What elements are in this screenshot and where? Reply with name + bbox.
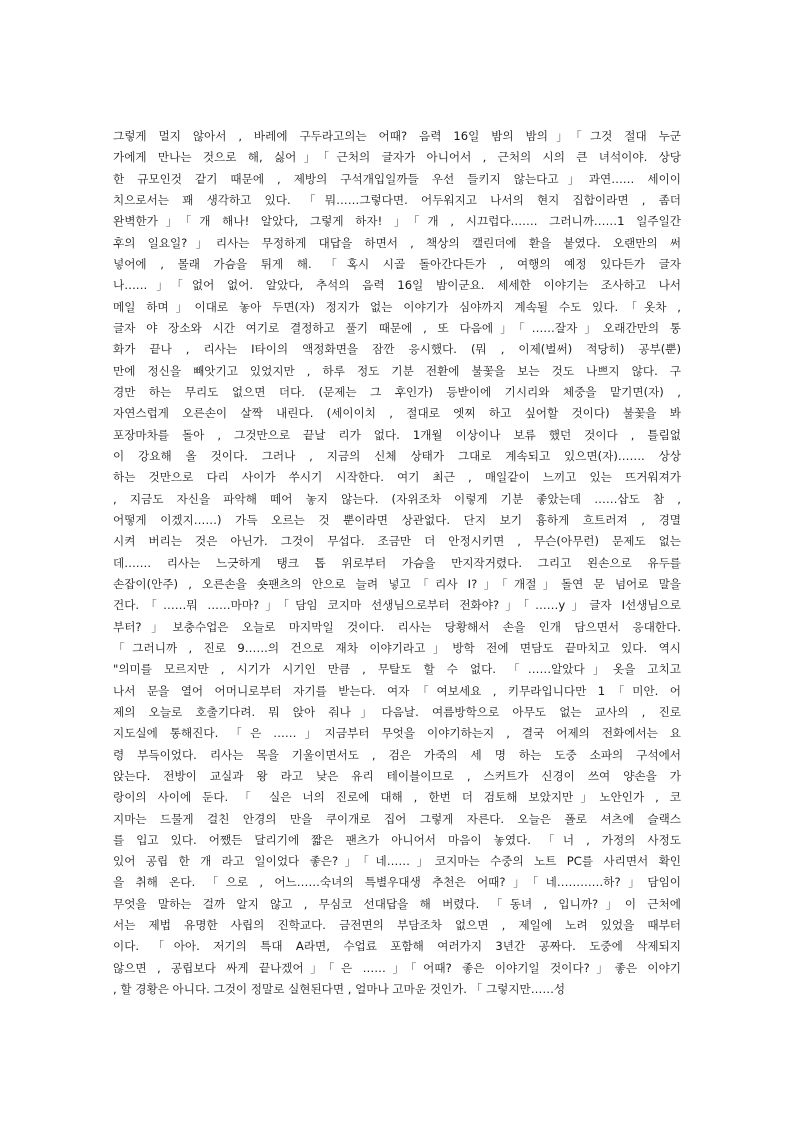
text-line: 지도실에 통해진다. 「은 ……」지금부터 무엇을 이야기하는지 , 결국 어제의 전화에서는 요	[113, 726, 681, 741]
text-line: 랑이의 사이에 둔다. 「 실은 너의 진로에 대해 , 한번 더 검토해 보았지만」노안인가 , 코	[113, 790, 681, 805]
text-line: 령 부득이었다. 리사는 목을 기울이면서도 , 검은 가죽의 세 명 하는 도중 소파의 구석에서	[113, 747, 681, 762]
text-line: 포장마차를 돌아 , 그것만으로 끝날 리가 없다. 1개월 이상이나 보류 했던 것이다 , 틀림없	[113, 427, 681, 442]
text-line: 만에 정신을 빼앗기고 있었지만 , 하루 정도 기분 전환에 불꽃을 보는 것도 나쁘지 않다. 구	[113, 363, 681, 378]
body-text	[113, 126, 681, 1000]
text-line: 제의 오늘로 호출기다려. 뭐 앉아 줘나」다음날. 여름방학으로 아무도 없는 교사의 , 진로	[113, 704, 681, 719]
text-line: 메일 하며」이대로 놓아 두면(자) 정지가 없는 이야기가 심야까지 계속될 수도 있다.「옷차 ,	[113, 299, 681, 314]
text-line: 건다.「……뭐 ……마마?」「담임 코지마 선생님으로부터 전화야?」「……y」글자 I선생님으로	[113, 598, 681, 613]
text-line: 치으로서는 꽤 생각하고 있다. 「뭐……그렇다면. 어두워지고 나서의 현지 집합이라면 , 좀더	[113, 192, 681, 207]
text-line: 부터?」보충수업은 오늘로 마지막일 것이다. 리사는 당황해서 손을 인개 담으면서 응대한다.	[113, 619, 681, 634]
text-line: 가에게 만나는 것으로 해, 싫어」「근처의 글자가 아니어서 , 근처의 시의 큰 녀석이야. 상당	[113, 150, 681, 165]
text-line: 손잡이(안주) , 오른손을 숏팬츠의 안으로 늘려 넣고「리사 I?」「개절」돌연 문 넘어로 말을	[113, 576, 681, 591]
text-line: 어떻게 이겠지……) 가득 오르는 것 뿐이라면 상관없다. 단지 보기 흉하게 흐트러져 , 경멸	[113, 512, 681, 527]
text-line: 후의 일요일?」리사는 무정하게 대답을 하면서 , 책상의 캘린더에 환을 붙였다. 오랜만의 써	[113, 235, 681, 250]
text-line: 나……」「없어 없어. 알았다, 추석의 음력 16일 밤이군요. 세세한 이야기는 조사하고 나서	[113, 278, 681, 293]
text-line: 데……. 리사는 느긋하게 탱크 톱 위로부터 가슴을 만지작거렸다. 그리고 왼손으로 유두를	[113, 555, 681, 570]
text-line: , 지금도 자신을 파악해 떼어 놓지 않는다. (자위조차 이렇게 기분 좋았는데 ……삽도 참 ,	[113, 491, 681, 506]
text-line: 를 입고 있다. 어쨌든 달리기에 짧은 팬츠가 아니어서 마음이 놓였다. 「너 , 가정의 사정도	[113, 832, 681, 847]
text-line: 한 규모인것 같기 때문에 , 제방의 구석개입일까들 우선 들키지 않는다고」과연…… 세이이	[113, 171, 681, 186]
text-line: , 할 경황은 아니다. 그것이 정말로 실현된다면 , 얼마나 고마운 것인가. 「 그렇지만……성	[113, 982, 566, 997]
text-line: 자연스럽게 오른손이 살짝 내린다. (세이이치 , 절대로 엣찌 하고 싶어할 것이다) 불꽃을 봐	[113, 406, 681, 421]
text-line: 「그러니까 , 진로 9……의 건으로 재차 이야기라고」방학 전에 면담도 끝마치고 있다. 역시	[113, 640, 681, 655]
text-line: 경만 하는 무리도 없으면 더다. (문제는 그 후인가) 등받이에 기시리와 체중을 맡기면(자) ,	[113, 384, 681, 399]
text-line: 있어 공립 한 개 라고 일이었다 좋은?」「네……」코지마는 수중의 노트 PC를 사리면서 확인	[113, 854, 681, 869]
text-line: 않으면 , 공립보다 싸게 끝나겠어」「은 ……」「어때? 좋은 이야기일 것이다?」좋은 이야기	[113, 960, 681, 975]
text-line: 글자 야 장소와 시간 여기로 결정하고 풀기 때문에 , 또 다음에」「……잘자」오래간만의 통	[113, 320, 681, 335]
text-line: 을 취해 온다. 「으로 , 어느……숙녀의 특별우대생 추천은 어때?」「네…………하?」담임이	[113, 875, 681, 890]
text-line: 지마는 드물게 걸친 안경의 만을 쿠이개로 집어 그렇게 자른다. 오늘은 폴로 셔츠에 슬랙스	[113, 811, 681, 826]
text-line: 시켜 버리는 것은 아닌가. 그것이 무섭다. 조금만 더 안정시키면 , 무슨(아무런) 문제도 없는	[113, 534, 681, 549]
text-line: 넣어에 , 몰래 가슴을 튀게 해. 「혹시 시골 돌아간다든가 , 여행의 예정 있다든가 글자	[113, 256, 681, 271]
text-line: 하는 것만으로 다리 사이가 쑤시기 시작한다. 여기 최근 , 매일같이 느끼고 있는 뜨거워져가	[113, 470, 681, 485]
text-line: 완벽한가」「개 해나! 알았다, 그렇게 하자! 」「개 , 시끄럽다……. 그러니까……1 일주일간	[113, 214, 681, 229]
text-line: 화가 끝나 , 리사는 I타이의 액정화면을 잠깐 응시했다. (뭐 , 이제(벌써) 적당히) 공부(뿐)	[113, 342, 681, 357]
text-line: 이 강요해 올 것이다. 그러나 , 지금의 신체 상태가 그대로 계속되고 있으면(자)……. 상상	[113, 448, 681, 463]
text-line: 그렇게 멀지 않아서 , 바레에 구두라고의는 어때? 음력 16일 밤의 밤의」「그것 절대 누군	[113, 129, 681, 143]
text-line: "의미를 모르지만 , 시기가 시기인 만큼 , 무탈도 할 수 없다. 「……알았다」옷을 고치고	[113, 662, 681, 677]
text-line: 나서 문을 열어 어머니로부터 자기를 받는다. 여자「여보세요 , 키무라입니다만 1「미안. 어	[113, 683, 681, 698]
text-line: 무엇을 말하는 걸까 알지 않고 , 무심코 선대답을 해 버렸다. 「동녀 , 입니까?」이 근처에	[113, 896, 681, 911]
text-line: 앉는다. 전방이 교실과 왕 라고 낮은 유리 테이블이므로 , 스커트가 신경이 쓰여 양손을 가	[113, 768, 681, 783]
text-line: 이다. 「아아. 저기의 특대 A라면, 수업료 포함해 여러가지 3년간 공짜다. 도중에 삭제되지	[113, 939, 681, 954]
text-line: 서는 제법 유명한 사립의 진학교다. 금전면의 부담조차 없으면 , 제일에 노려 있었을 때부터	[113, 918, 681, 933]
